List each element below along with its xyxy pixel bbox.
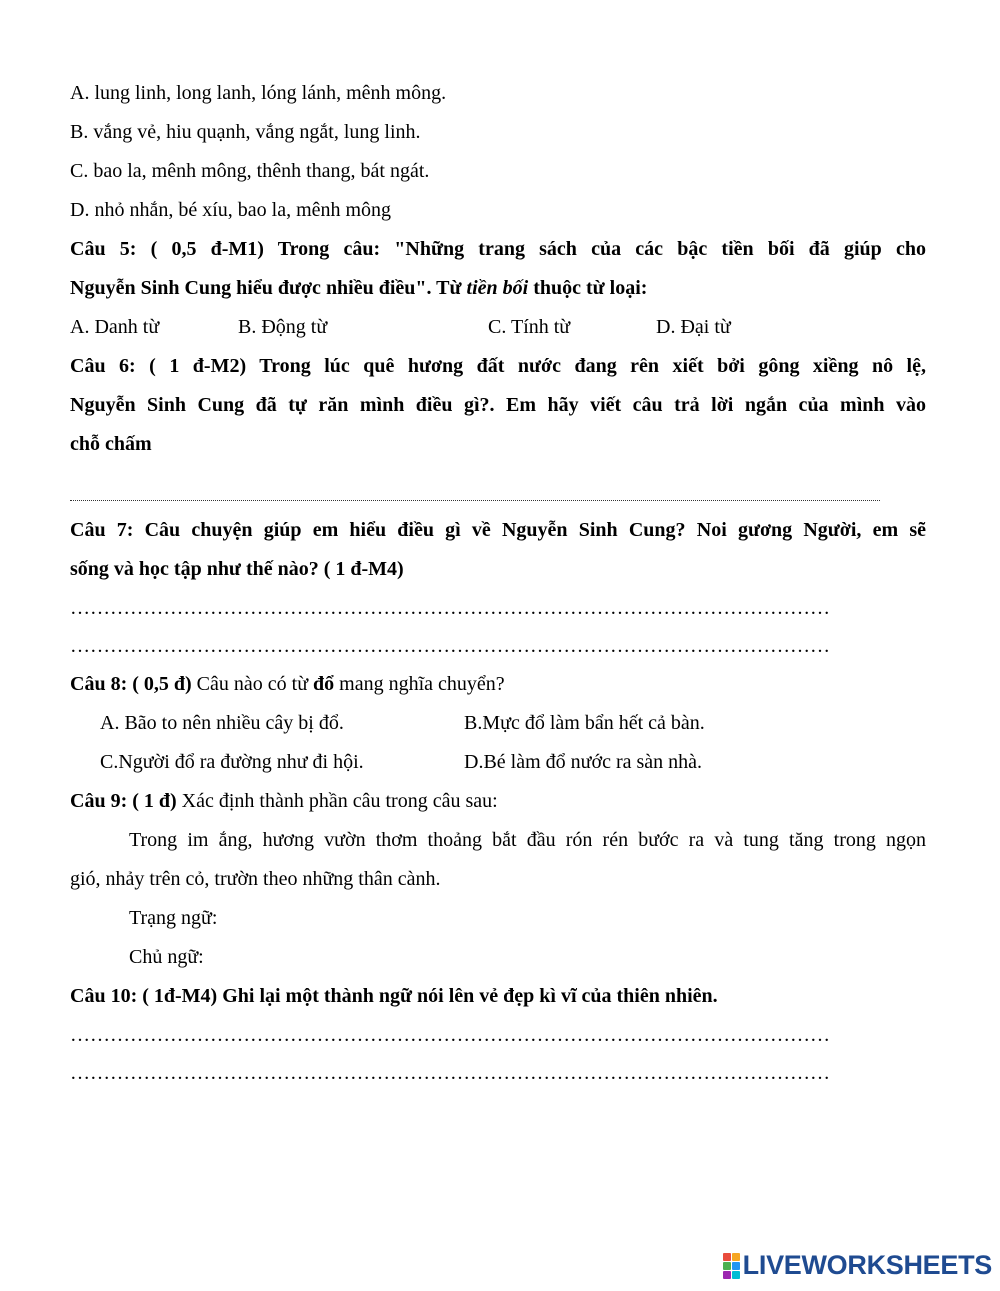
q8-options-row2 xyxy=(70,747,926,786)
liveworksheets-brand-text: LIVEWORKSHEETS xyxy=(742,1250,992,1280)
liveworksheets-logo xyxy=(723,1250,992,1281)
q5-line1: Câu 5: ( 0,5 đ-M1) Trong câu: "Những trang sách của các bậc tiền bối đã giúp cho xyxy=(70,238,926,260)
q5-option-b: B. Động từ xyxy=(238,316,328,338)
q8-option-a: A. Bão to nên nhiều cây bị đổ. xyxy=(100,712,344,734)
q4-option-b: B. vắng vẻ, hiu quạnh, vắng ngắt, lung linh. xyxy=(70,121,421,143)
q5-option-d: D. Đại từ xyxy=(656,316,731,338)
liveworksheets-logo-icon xyxy=(723,1253,740,1279)
q8-option-d: D.Bé làm đổ nước ra sàn nhà. xyxy=(464,751,703,773)
logo-block-2 xyxy=(732,1253,740,1261)
q6-line1: Câu 6: ( 1 đ-M2) Trong lúc quê hương đất nước đang rên xiết bởi gông xiềng nô lệ, xyxy=(70,355,926,377)
q5-line2-post: thuộc từ loại: xyxy=(528,277,648,299)
q8-option-b: B.Mực đổ làm bẩn hết cả bàn. xyxy=(464,712,705,734)
q9-label: Câu 9: ( 1 đ) xyxy=(70,790,177,812)
q9-chu-ngu[interactable]: Chủ ngữ: xyxy=(129,946,204,968)
q8-text-bold: đổ xyxy=(313,673,335,695)
q8-text-post: mang nghĩa chuyển? xyxy=(334,673,505,695)
q6-answer-line[interactable] xyxy=(70,478,880,501)
q4-option-a: A. lung linh, long lanh, lóng lánh, mênh mông. xyxy=(70,82,447,104)
q4-option-c: C. bao la, mênh mông, thênh thang, bát ngát. xyxy=(70,160,430,182)
q5-option-c: C. Tính từ xyxy=(488,316,571,338)
q10-answer-line-1[interactable]: …………………………………………………………………………………………………… xyxy=(70,1024,830,1046)
q8-label: Câu 8: ( 0,5 đ) xyxy=(70,673,192,695)
q9-sentence-line1: Trong im ắng, hương vườn thơm thoảng bắt đầu rón rén bước ra và tung tăng trong ngọn xyxy=(129,829,926,851)
q8-options-row1 xyxy=(70,708,926,747)
q8-question xyxy=(70,669,926,708)
q5-line2-pre: Nguyễn Sinh Cung hiểu được nhiều điều". Từ xyxy=(70,277,467,299)
q5-options xyxy=(70,312,926,351)
q9-trang-ngu[interactable]: Trạng ngữ: xyxy=(129,907,218,929)
q8-option-c: C.Người đổ ra đường như đi hội. xyxy=(100,751,364,773)
q4-option-d: D. nhỏ nhắn, bé xíu, bao la, mênh mông xyxy=(70,199,392,221)
q7-line1: Câu 7: Câu chuyện giúp em hiểu điều gì về Nguyễn Sinh Cung? Noi gương Người, em sẽ xyxy=(70,519,926,541)
q6-line2: Nguyễn Sinh Cung đã tự răn mình điều gì?. Em hãy viết câu trả lời ngắn của mình vào xyxy=(70,394,926,416)
q10-question: Câu 10: ( 1đ-M4) Ghi lại một thành ngữ nói lên vẻ đẹp kì vĩ của thiên nhiên. xyxy=(70,985,718,1007)
q6-line3: chỗ chấm xyxy=(70,433,152,455)
q9-text: Xác định thành phần câu trong câu sau: xyxy=(176,790,498,812)
q9-sentence-line2: gió, nhảy trên cỏ, trườn theo những thân cành. xyxy=(70,868,441,890)
q5-line2 xyxy=(70,273,926,312)
logo-block-4 xyxy=(732,1262,740,1270)
worksheet-page xyxy=(70,78,926,1096)
logo-block-6 xyxy=(732,1271,740,1279)
q10-answer-line-2[interactable]: …………………………………………………………………………………………………… xyxy=(70,1062,830,1084)
q7-line2: sống và học tập như thế nào? ( 1 đ-M4) xyxy=(70,558,404,580)
logo-block-5 xyxy=(723,1271,731,1279)
q9-question xyxy=(70,786,926,825)
q5-italic-term: tiền bối xyxy=(466,277,529,299)
q7-answer-line-2[interactable]: …………………………………………………………………………………………………… xyxy=(70,635,830,657)
logo-block-1 xyxy=(723,1253,731,1261)
q7-answer-line-1[interactable]: …………………………………………………………………………………………………… xyxy=(70,597,830,619)
q8-text-pre: Câu nào có từ xyxy=(191,673,314,695)
q5-option-a: A. Danh từ xyxy=(70,316,160,338)
logo-block-3 xyxy=(723,1262,731,1270)
